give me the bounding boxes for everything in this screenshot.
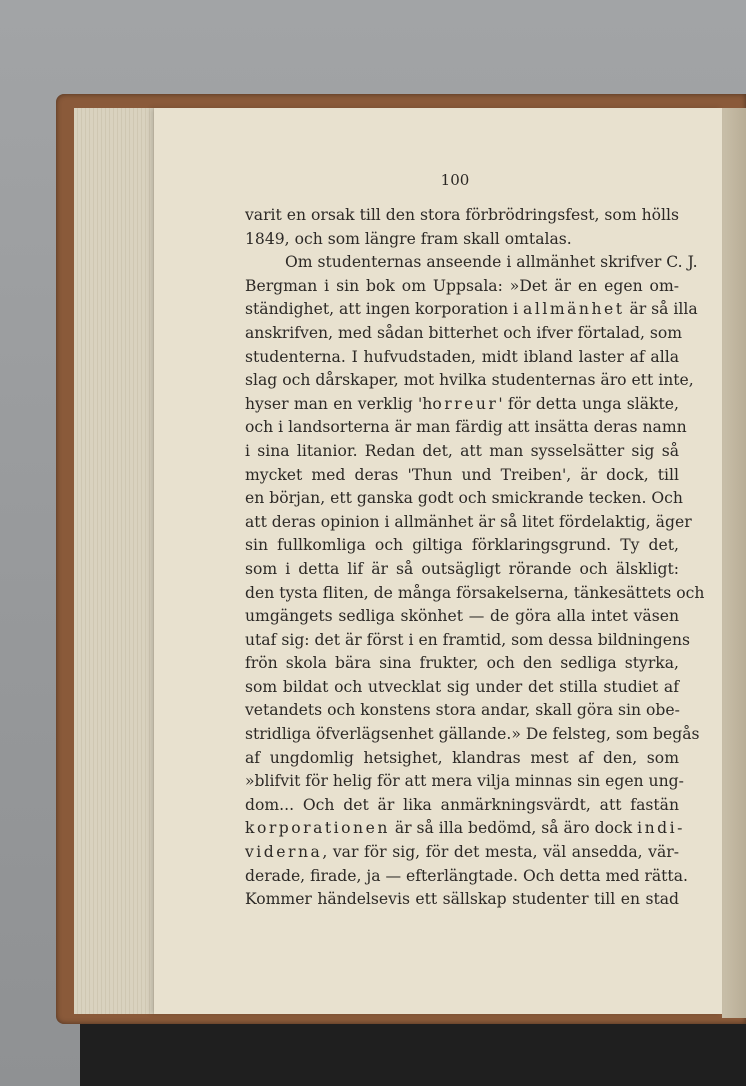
text-line: som i detta lif är så outsägligt rörande och älskligt: xyxy=(245,559,679,578)
text-line: derade, firade, ja — efterlängtade. Och detta med rätta. xyxy=(245,866,688,885)
text-line: vetandets och konstens stora andar, skall göra sin obe- xyxy=(245,701,680,720)
text-line: och i landsorterna är man färdig att insätta deras namn xyxy=(245,418,687,437)
text-line: som bildat och utvecklat sig under det stilla studiet af xyxy=(245,677,679,696)
spaced-emphasis: korporationen xyxy=(245,819,390,838)
text-line: korporationen är så illa bedömd, så äro dock indi- xyxy=(245,819,685,838)
spaced-emphasis: indi- xyxy=(637,819,685,838)
spaced-emphasis: orreur xyxy=(432,394,499,413)
text-line: mycket med deras 'Thun und Treiben', är dock, till xyxy=(245,465,679,484)
text-line: sin fullkomliga och giltiga förklaringsgrund. Ty det, xyxy=(245,536,679,555)
page-number: 100 xyxy=(440,171,470,189)
facing-page-edge xyxy=(722,108,746,1018)
text-line: viderna, var för sig, för det mesta, väl ansedda, vär- xyxy=(245,843,679,862)
spaced-emphasis: viderna xyxy=(245,843,323,862)
text-line: »blifvit för helig för att mera vilja minnas sin egen ung- xyxy=(245,772,684,791)
text-line: frön skola bära sina frukter, och den sedliga styrka, xyxy=(245,654,679,673)
text-line: hyser man en verklig 'horreur' för detta unga släkte, xyxy=(245,394,679,413)
text-line: slag och dårskaper, mot hvilka studenternas äro ett inte, xyxy=(245,371,694,390)
text-line: i sina litanior. Redan det, att man sysselsätter sig så xyxy=(245,441,679,460)
text-line: Om studenternas anseende i allmänhet skrifver C. J. xyxy=(285,253,698,272)
text-line: utaf sig: det är först i en framtid, som dessa bildningens xyxy=(245,630,691,649)
text-line: att deras opinion i allmänhet är så litet fördelaktig, äger xyxy=(245,512,692,531)
text-line: ständighet, att ingen korporation i allmänhet är så illa xyxy=(245,300,698,319)
page-stack-edges xyxy=(74,108,158,1014)
text-line: anskrifven, med sådan bitterhet och ifver förtalad, som xyxy=(245,323,683,342)
text-line: Kommer händelsevis ett sällskap studenter till en stad xyxy=(245,890,679,909)
text-line: af ungdomlig hetsighet, klandras mest af den, som xyxy=(245,748,679,767)
text-line: den tysta fliten, de många försakelserna, tänkesättets och xyxy=(245,583,705,602)
text-line: stridliga öfverlägsenhet gällande.» De felsteg, som begås xyxy=(245,725,700,744)
text-line: dom... Och det är lika anmärkningsvärdt, att fastän xyxy=(245,795,679,814)
body-text xyxy=(245,204,705,912)
text-line: varit en orsak till den stora förbrödringsfest, som hölls xyxy=(245,206,679,224)
text-line: Bergman i sin bok om Uppsala: »Det är en egen om- xyxy=(245,276,679,295)
text-line: 1849, och som längre fram skall omtalas. xyxy=(245,229,572,248)
spaced-emphasis: allmänhet xyxy=(523,300,625,319)
text-line: studenterna. I hufvudstaden, midt ibland laster af alla xyxy=(245,347,679,366)
text-line: en början, ett ganska godt och smickrande tecken. Och xyxy=(245,489,683,508)
text-line: umgängets sedliga skönhet — de göra alla intet väsen xyxy=(245,607,679,626)
